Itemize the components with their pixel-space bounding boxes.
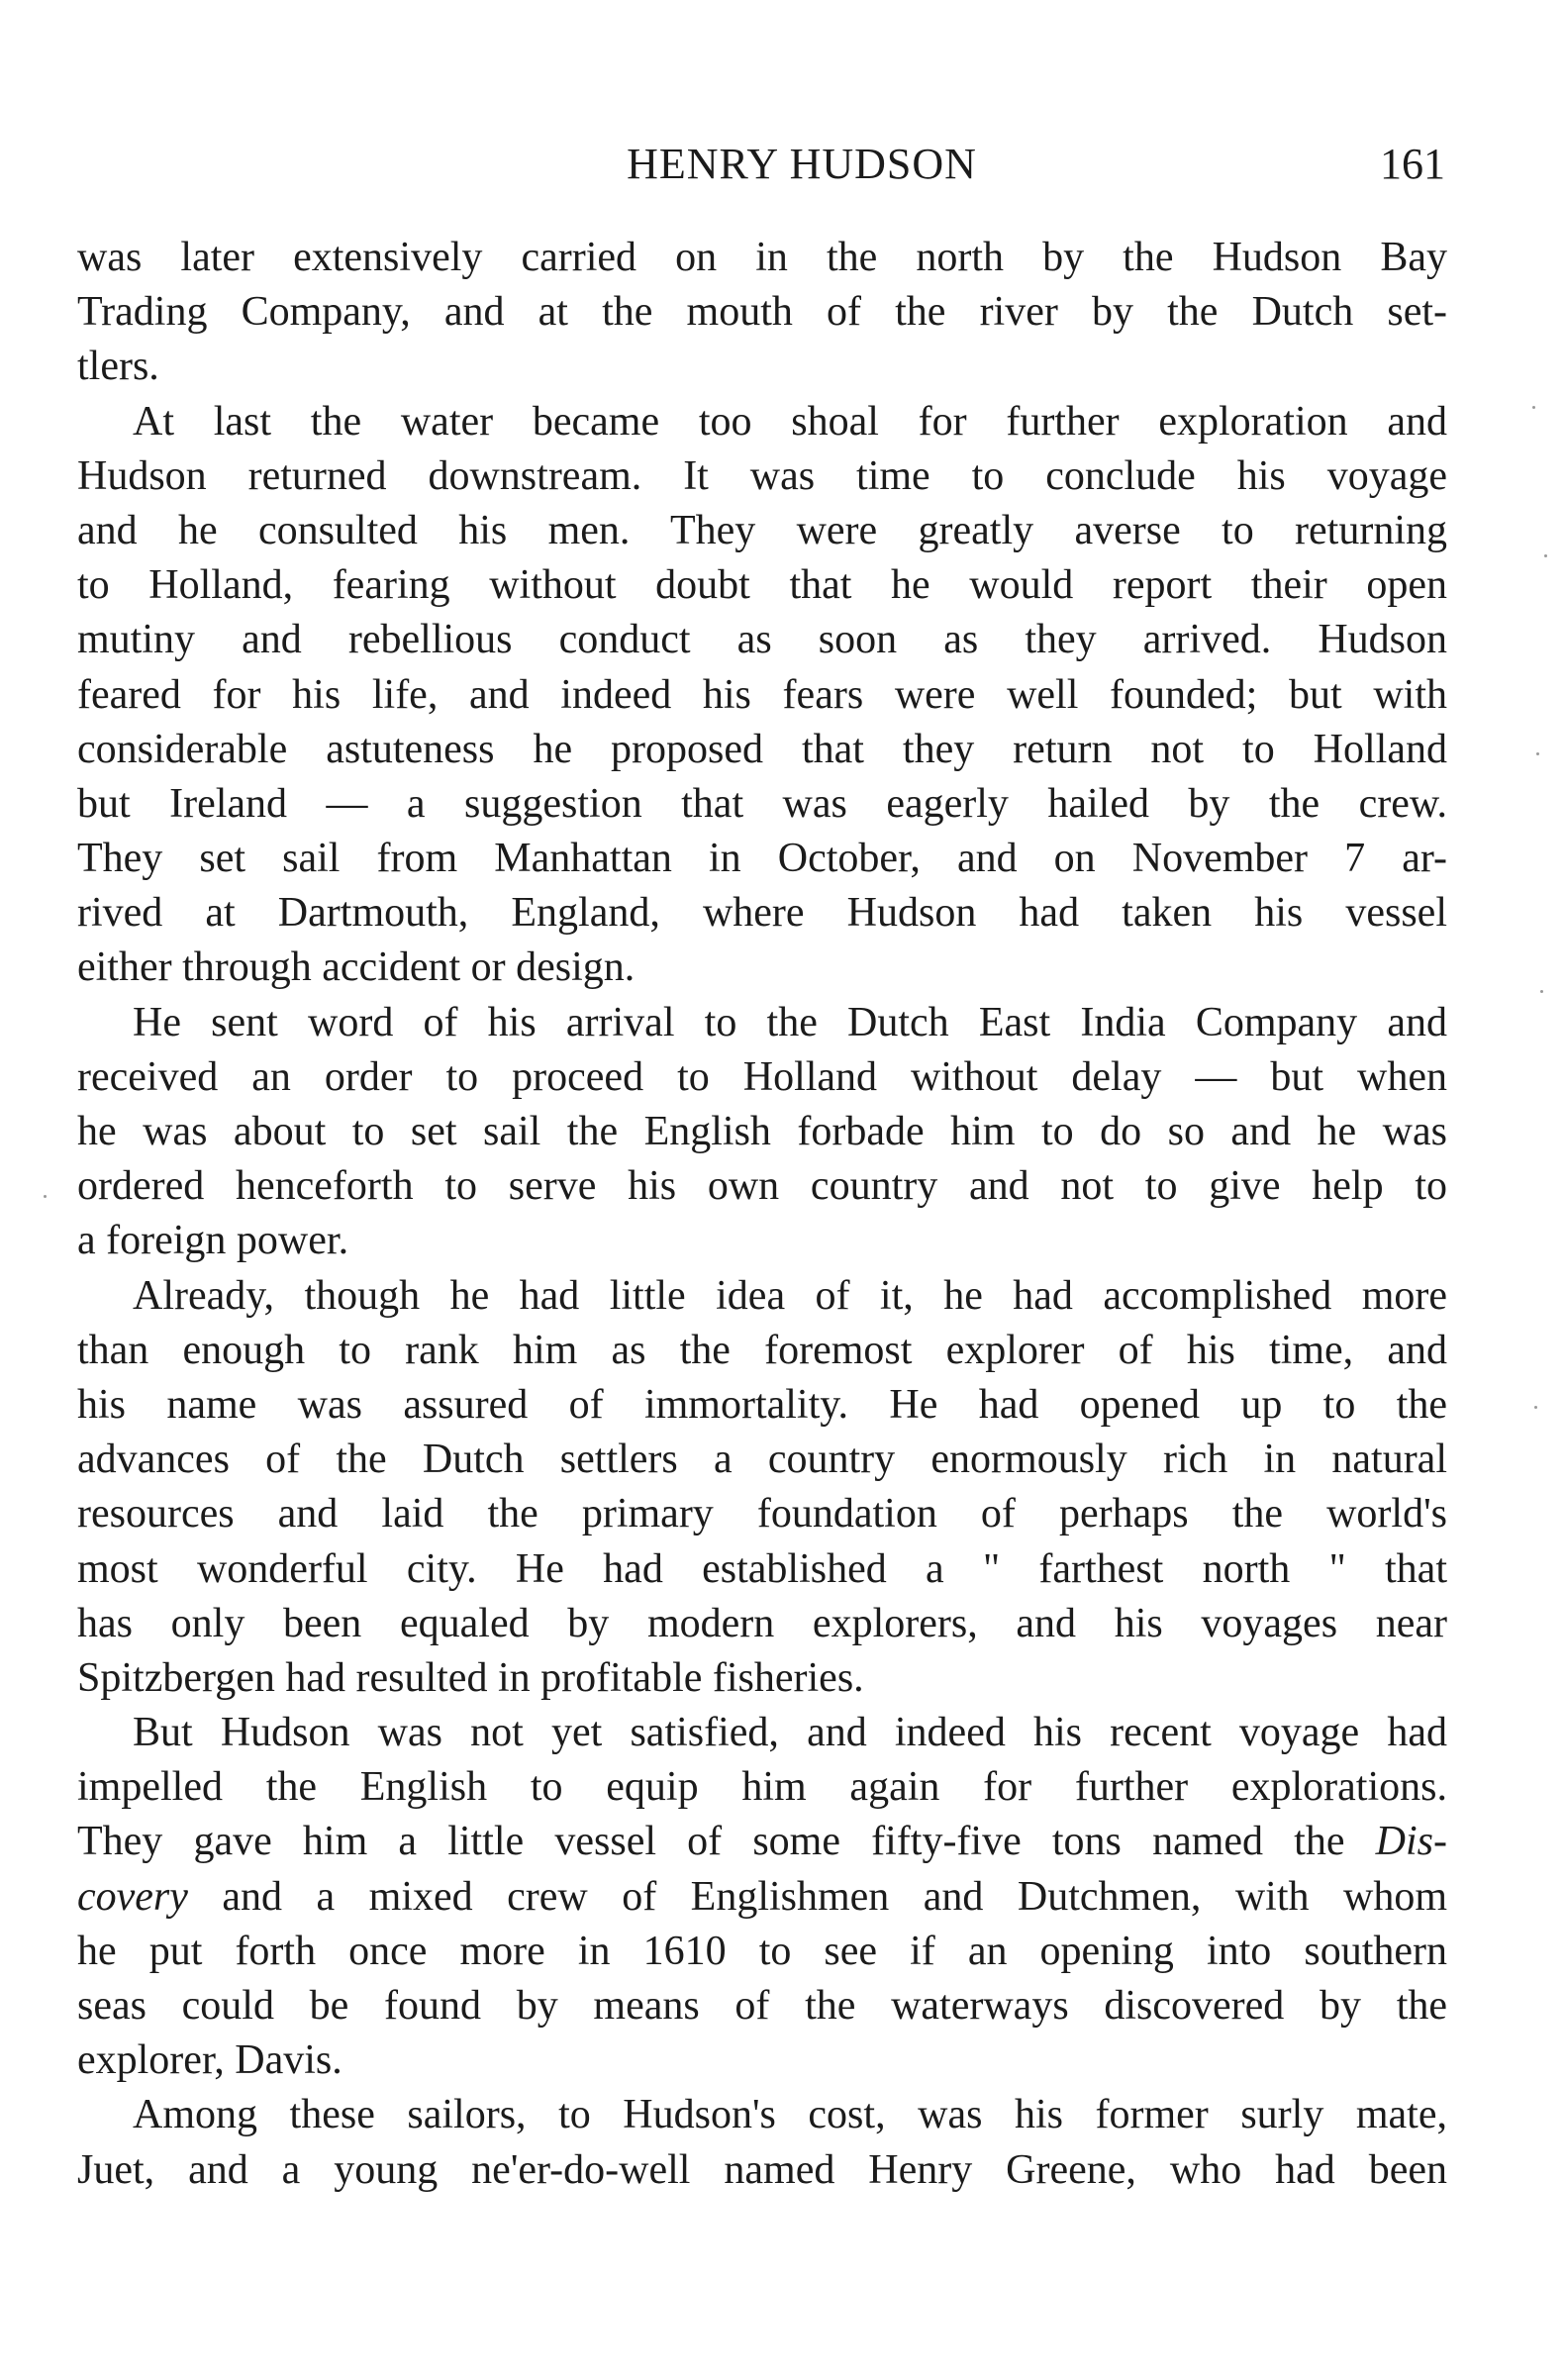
text-line: than enough to rank him as the foremost explorer of his time, and <box>77 1327 1447 1373</box>
text-line: Spitzbergen had resulted in profitable fisheries. <box>77 1654 864 1701</box>
text-line: Trading Company, and at the mouth of the river by the Dutch set- <box>77 289 1447 336</box>
body-text <box>77 231 1447 2198</box>
ship-name: Dis- <box>1375 1819 1447 1865</box>
text-line: impelled the English to equip him again for further explorations. <box>77 1764 1447 1811</box>
text-line: resources and laid the primary foundation of perhaps the world's <box>77 1491 1447 1537</box>
text-line: But Hudson was not yet satisfied, and indeed his recent voyage had <box>133 1710 1447 1756</box>
text-line: considerable astuteness he proposed that they return not to Holland <box>77 726 1447 772</box>
text-line: ordered henceforth to serve his own country and not to give help to <box>77 1163 1447 1210</box>
text-line: explorer, Davis. <box>77 2037 342 2084</box>
text-line: received an order to proceed to Holland without delay — but when <box>77 1053 1447 1100</box>
running-header <box>79 135 1445 194</box>
text-line: most wonderful city. He had established a " farthest north " that <box>77 1545 1447 1592</box>
text-line: mutiny and rebellious conduct as soon as they arrived. Hudson <box>77 617 1447 663</box>
scan-speck <box>1532 406 1535 409</box>
scan-speck <box>44 1195 47 1198</box>
text-line: Hudson returned downstream. It was time to conclude his voyage <box>77 452 1447 499</box>
text-line: Already, though he had little idea of it, he had accomplished more <box>133 1272 1447 1319</box>
text-line: tlers. <box>77 344 159 390</box>
text-line: and he consulted his men. They were greatly averse to returning <box>77 507 1447 553</box>
text-line: feared for his life, and indeed his fears were well founded; but with <box>77 671 1447 718</box>
text-line: They set sail from Manhattan in October, and on November 7 ar- <box>77 836 1447 882</box>
text-line: his name was assured of immortality. He had opened up to the <box>77 1381 1447 1428</box>
text-line: They gave him a little vessel of some fifty-five tons named the Dis- <box>77 1819 1447 1865</box>
text-line: he put forth once more in 1610 to see if an opening into southern <box>77 1928 1447 1974</box>
scan-speck <box>1544 554 1547 557</box>
running-title: HENRY HUDSON <box>627 140 977 188</box>
text-line: covery and a mixed crew of Englishmen and Dutchmen, with whom <box>77 1873 1447 1920</box>
text-line: Among these sailors, to Hudson's cost, was his former surly mate, <box>133 2092 1447 2138</box>
text-line: Juet, and a young ne'er-do-well named Henry Greene, who had been <box>77 2146 1447 2193</box>
text-line: a foreign power. <box>77 1218 349 1264</box>
ship-name: covery <box>77 1873 188 1920</box>
text-line: has only been equaled by modern explorers, and his voyages near <box>77 1600 1447 1646</box>
text-line: he was about to set sail the English forbade him to do so and he was <box>77 1109 1447 1154</box>
text-line: rived at Dartmouth, England, where Hudson had taken his vessel <box>77 890 1447 937</box>
text-line: advances of the Dutch settlers a country enormously rich in natural <box>77 1437 1447 1483</box>
text-line: was later extensively carried on in the north by the Hudson Bay <box>77 235 1447 280</box>
page-number: 161 <box>1380 140 1445 188</box>
text-line: to Holland, fearing without doubt that he would report their open <box>77 562 1447 609</box>
text-line: but Ireland — a suggestion that was eagerly hailed by the crew. <box>77 780 1447 827</box>
scan-speck <box>1540 990 1543 993</box>
text-line: He sent word of his arrival to the Dutch East India Company and <box>133 999 1447 1045</box>
text-line: seas could be found by means of the waterways discovered by the <box>77 1983 1447 2029</box>
scan-speck <box>1536 752 1539 755</box>
text-line: At last the water became too shoal for further exploration and <box>133 398 1447 445</box>
scan-speck <box>1534 1406 1537 1409</box>
text-line: either through accident or design. <box>77 944 636 991</box>
